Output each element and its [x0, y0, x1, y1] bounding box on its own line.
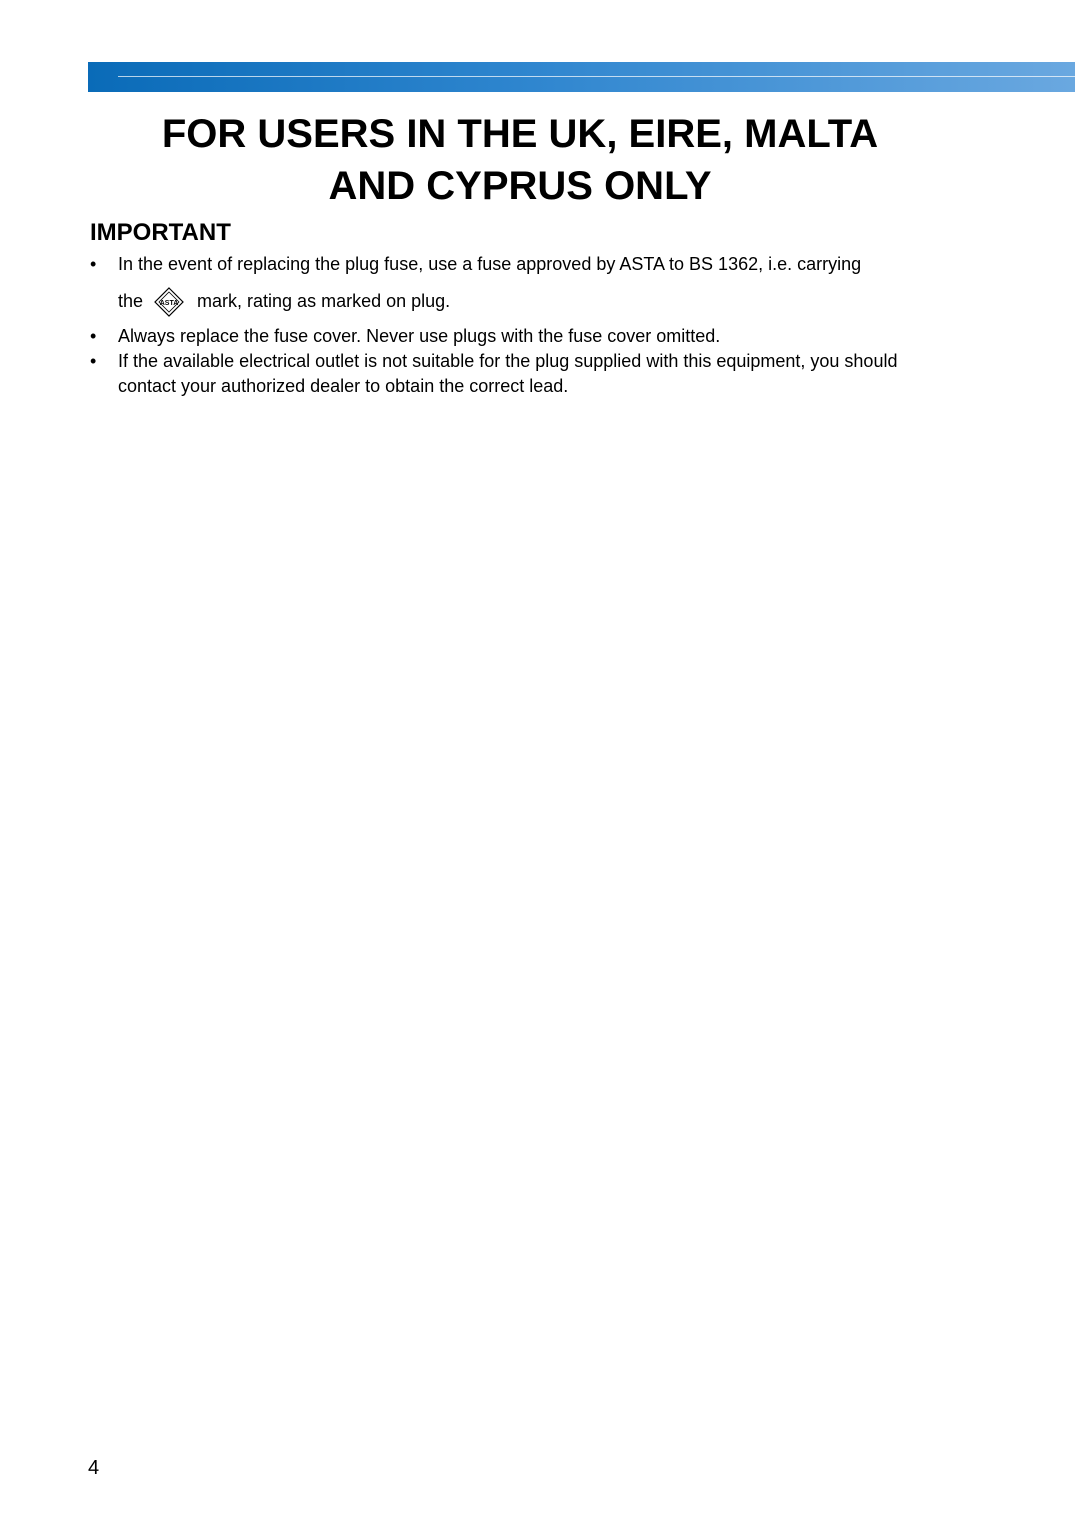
asta-mark-text: ASTA: [159, 300, 179, 308]
list-item-outlet-suitability: • If the available electrical outlet is not suitable for the plug supplied with this equipment, you should contact your authorized dealer to obtain the correct lead.: [90, 349, 960, 399]
header-rule: [118, 76, 1075, 77]
page-title: [90, 108, 950, 212]
list-item-text-after-icon: mark, rating as marked on plug.: [197, 291, 451, 311]
important-list: [90, 252, 960, 399]
asta-diamond-mark-icon: [153, 286, 185, 318]
page-number: 4: [88, 1457, 100, 1479]
list-item-fuse-cover: • Always replace the fuse cover. Never use plugs with the fuse cover omitted.: [90, 324, 960, 349]
list-item-text: In the event of replacing the plug fuse, use a fuse approved by ASTA to BS 1362, i.e. carrying: [118, 254, 862, 274]
header-bar: [88, 62, 1075, 92]
important-heading: IMPORTANT: [90, 219, 231, 246]
list-item-continuation: [118, 289, 960, 314]
list-item-text-before-icon: the: [118, 291, 144, 311]
page-title-line-1: FOR USERS IN THE UK, EIRE, MALTA: [161, 112, 879, 156]
list-item-fuse-replacement: [90, 252, 960, 314]
page-title-line-2: AND CYPRUS ONLY: [328, 164, 712, 208]
